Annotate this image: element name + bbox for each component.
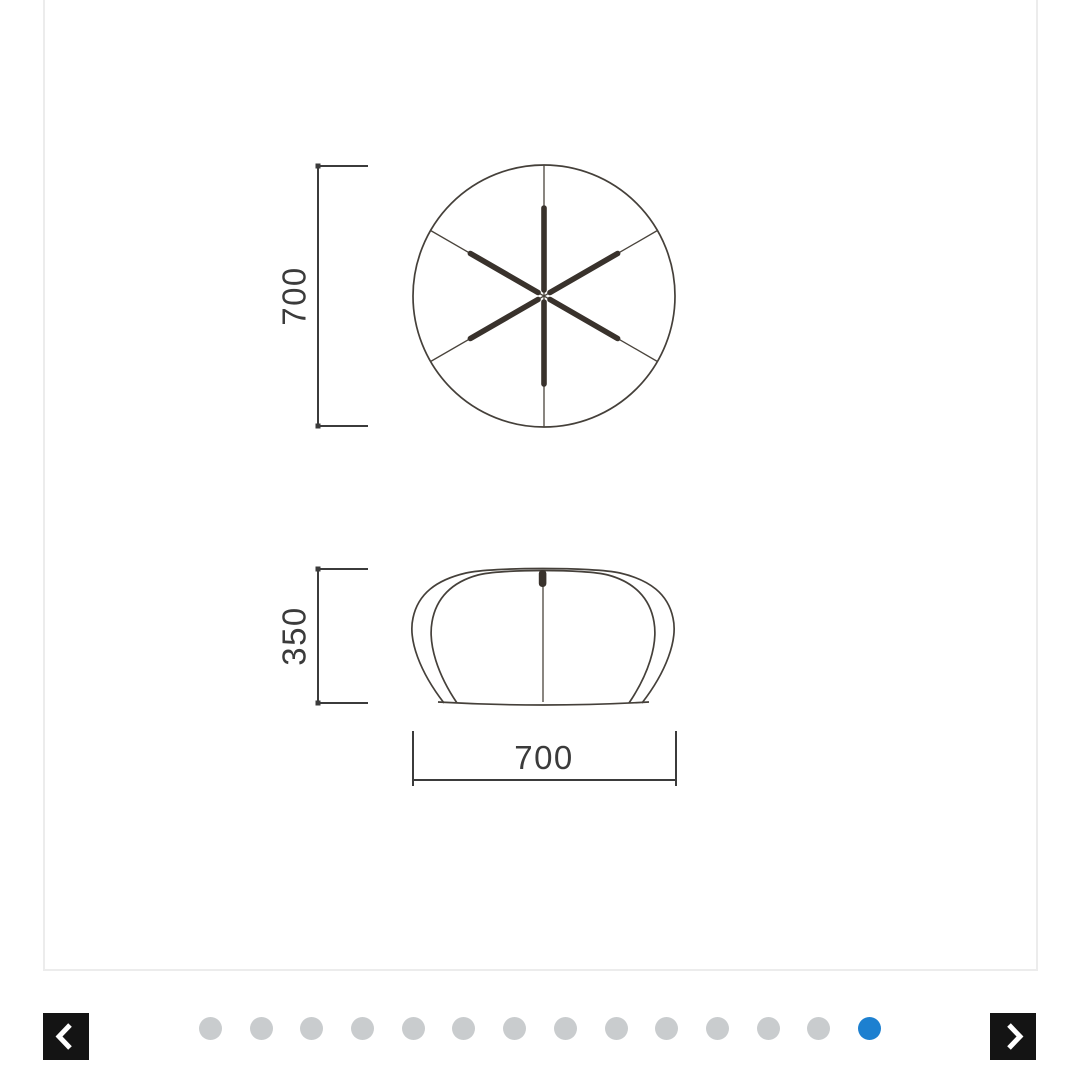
dim-label-bottom-700: 700	[514, 739, 574, 776]
chevron-right-icon	[990, 1013, 1036, 1060]
pagination-dot[interactable]	[554, 1017, 577, 1040]
pagination-dot[interactable]	[452, 1017, 475, 1040]
pagination-dot[interactable]	[351, 1017, 374, 1040]
pagination-dot[interactable]	[706, 1017, 729, 1040]
pagination-dot[interactable]	[503, 1017, 526, 1040]
dimension-diameter	[276, 164, 369, 429]
dimension-height	[276, 567, 369, 706]
pagination-dot[interactable]	[807, 1017, 830, 1040]
pagination-dot[interactable]	[402, 1017, 425, 1040]
dim-label-350: 350	[275, 606, 313, 666]
pagination-dot[interactable]	[757, 1017, 780, 1040]
pagination-dot[interactable]	[250, 1017, 273, 1040]
top-tab	[539, 570, 547, 587]
pagination-dot-active[interactable]	[858, 1017, 881, 1040]
top-view-drawing	[276, 164, 676, 429]
pagination-dot[interactable]	[655, 1017, 678, 1040]
side-view-base-line	[438, 702, 649, 705]
pagination-dot[interactable]	[605, 1017, 628, 1040]
chevron-left-icon	[43, 1013, 89, 1060]
dimension-width	[413, 731, 676, 786]
next-button[interactable]	[990, 1013, 1036, 1060]
pagination-dot[interactable]	[300, 1017, 323, 1040]
dim-label-top-700: 700	[275, 266, 313, 326]
pagination-dot[interactable]	[199, 1017, 222, 1040]
prev-button[interactable]	[43, 1013, 89, 1060]
side-view-drawing	[276, 567, 677, 787]
pagination-dots	[199, 1017, 881, 1040]
